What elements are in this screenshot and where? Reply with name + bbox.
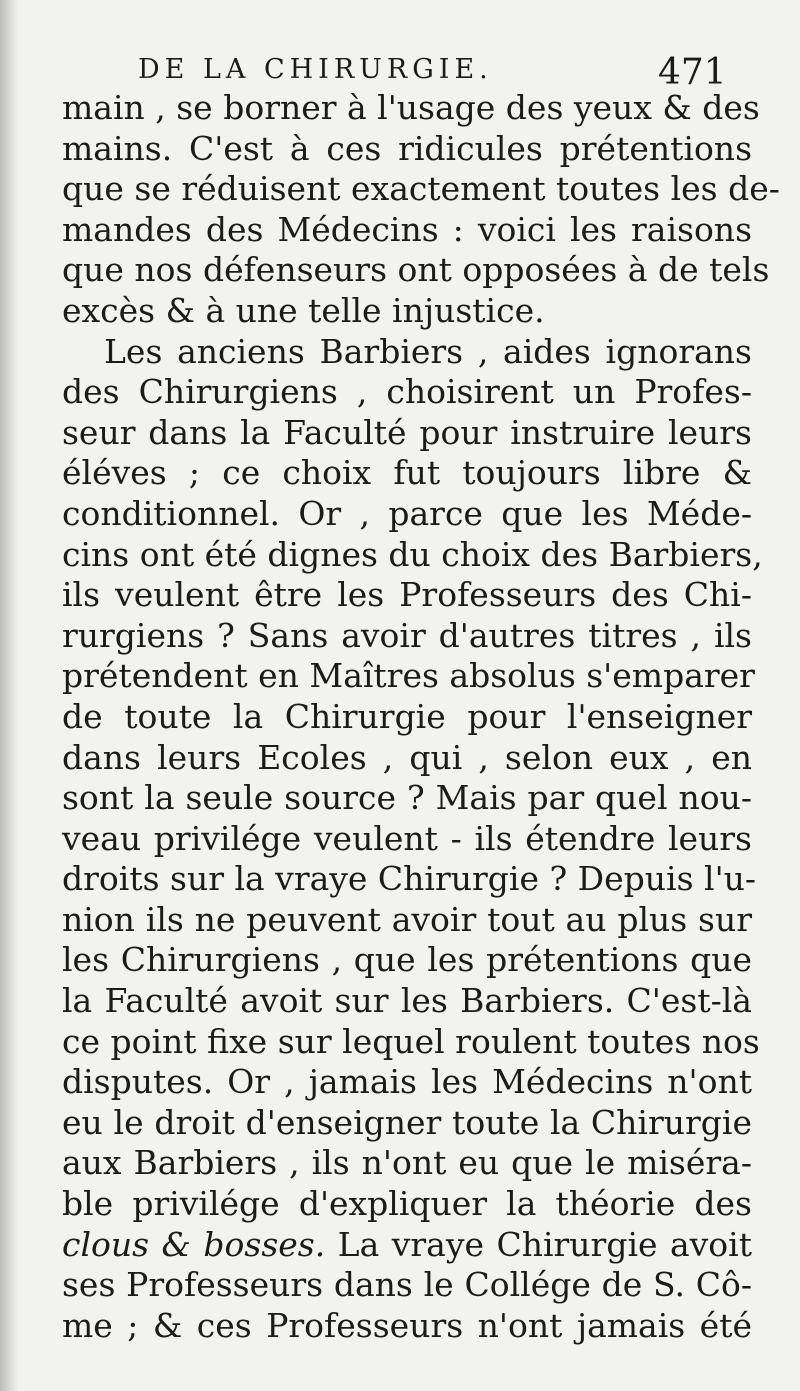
text-line: ce point fixe sur lequel roulent toutes nos <box>62 1021 760 1061</box>
text-line: disputes. Or , jamais les Médecins n'ont <box>62 1062 752 1102</box>
text-line: rurgiens ? Sans avoir d'autres titres , ils <box>62 615 752 655</box>
text-line: droits sur la vraye Chirurgie ? Depuis l'u- <box>62 859 757 899</box>
running-head <box>0 52 800 92</box>
text-line-with-italic <box>62 1225 752 1266</box>
text-line: nion ils ne peuvent avoir tout au plus sur <box>62 899 752 939</box>
paragraph-first-line: Les anciens Barbiers , aides ignorans <box>104 331 752 371</box>
text-line: sont la seule source ? Mais par quel nou- <box>62 778 752 818</box>
text-line: seur dans la Faculté pour instruire leurs <box>62 412 752 452</box>
text-line: cins ont été dignes du choix des Barbiers, <box>62 534 763 574</box>
text-line: que nos défenseurs ont opposées à de tels <box>62 250 770 290</box>
text-line: eu le droit d'enseigner toute la Chirurgie <box>62 1102 752 1142</box>
text-line: éléves ; ce choix fut toujours libre & <box>62 453 752 493</box>
page-number: 471 <box>658 52 727 93</box>
text-line: prétendent en Maîtres absolus s'emparer <box>62 656 755 696</box>
page-gutter-shadow <box>0 0 18 1391</box>
italic-phrase: clous & bosses. <box>62 1224 326 1264</box>
text-run: La vraye Chirurgie avoit <box>325 1224 752 1264</box>
text-line: ble privilége d'expliquer la théorie des <box>62 1184 752 1224</box>
text-line: ses Professeurs dans le Collége de S. Cô- <box>62 1265 752 1305</box>
text-line: mains. C'est à ces ridicules prétentions <box>62 128 752 168</box>
text-line: aux Barbiers , ils n'ont eu que le miséra- <box>62 1143 752 1183</box>
text-line: dans leurs Ecoles , qui , selon eux , en <box>62 737 752 777</box>
text-line: ils veulent être les Professeurs des Chi- <box>62 575 752 615</box>
text-line: la Faculté avoit sur les Barbiers. C'est-là <box>62 981 752 1021</box>
text-line: conditionnel. Or , parce que les Méde- <box>62 493 752 533</box>
text-line: mandes des Médecins : voici les raisons <box>62 209 752 249</box>
text-line: me ; & ces Professeurs n'ont jamais été <box>62 1305 752 1345</box>
text-line: que se réduisent exactement toutes les de- <box>62 169 780 209</box>
text-line: main , se borner à l'usage des yeux & des <box>62 88 760 127</box>
text-line: de toute la Chirurgie pour l'enseigner <box>62 696 752 736</box>
text-line: excès & à une telle injustice. <box>62 290 545 330</box>
running-title: DE LA CHIRURGIE. <box>138 54 493 85</box>
text-line: des Chirurgiens , choisirent un Profes- <box>62 372 752 412</box>
text-line: veau privilége veulent - ils étendre leurs <box>62 818 752 858</box>
text-line: les Chirurgiens , que les prétentions que <box>62 940 752 980</box>
body-text <box>62 88 780 1346</box>
